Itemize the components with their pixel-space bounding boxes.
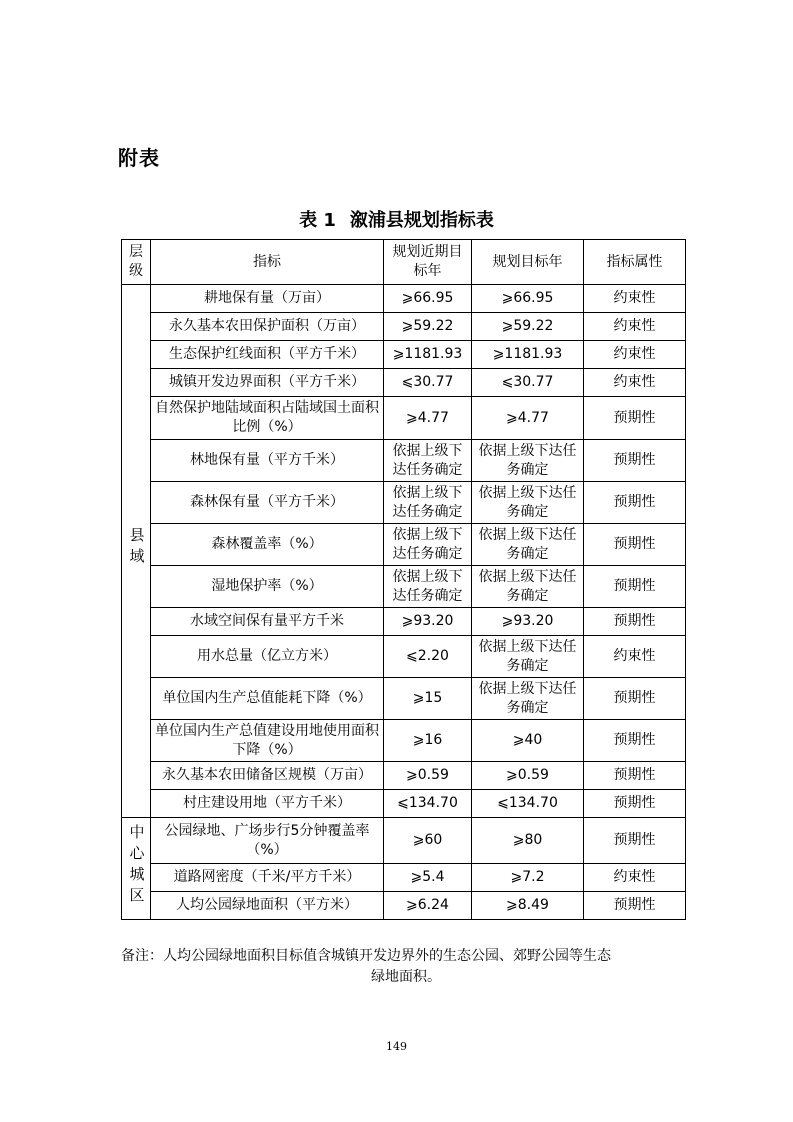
attribute-cell: 预期性 (584, 818, 686, 864)
header-attribute: 指标属性 (584, 240, 686, 285)
indicator-cell: 人均公园绿地面积（平方米） (151, 892, 384, 920)
target-year-cell: 依据上级下达任务确定 (472, 440, 584, 482)
header-level: 层级 (122, 240, 151, 285)
near-term-cell: ⩽134.70 (384, 790, 472, 818)
target-year-cell: ⩾7.2 (472, 864, 584, 892)
near-term-cell: ⩾59.22 (384, 313, 472, 341)
attribute-cell: 预期性 (584, 892, 686, 920)
attribute-cell: 约束性 (584, 864, 686, 892)
target-year-cell: ⩾59.22 (472, 313, 584, 341)
indicator-cell: 水域空间保有量平方千米 (151, 608, 384, 636)
attribute-cell: 预期性 (584, 790, 686, 818)
attribute-cell: 约束性 (584, 369, 686, 397)
near-term-cell: 依据上级下达任务确定 (384, 482, 472, 524)
attribute-cell: 约束性 (584, 636, 686, 678)
near-term-cell: ⩾4.77 (384, 397, 472, 440)
attribute-cell: 约束性 (584, 313, 686, 341)
target-year-cell: 依据上级下达任务确定 (472, 636, 584, 678)
table-header-row (122, 240, 686, 285)
indicator-cell: 生态保护红线面积（平方千米） (151, 341, 384, 369)
target-year-cell: 依据上级下达任务确定 (472, 482, 584, 524)
indicator-cell: 永久基本农田储备区规模（万亩） (151, 762, 384, 790)
near-term-cell: ⩾1181.93 (384, 341, 472, 369)
near-term-cell: 依据上级下达任务确定 (384, 566, 472, 608)
near-term-cell: 依据上级下达任务确定 (384, 440, 472, 482)
table-row (122, 524, 686, 566)
indicator-cell: 森林保有量（平方千米） (151, 482, 384, 524)
target-year-cell: ⩾93.20 (472, 608, 584, 636)
target-year-cell: ⩾80 (472, 818, 584, 864)
near-term-cell: 依据上级下达任务确定 (384, 524, 472, 566)
target-year-cell: ⩾8.49 (472, 892, 584, 920)
indicator-cell: 村庄建设用地（平方千米） (151, 790, 384, 818)
indicator-cell: 用水总量（亿立方米） (151, 636, 384, 678)
target-year-cell: ⩾0.59 (472, 762, 584, 790)
note-line-1: 备注：人均公园绿地面积目标值含城镇开发边界外的生态公园、郊野公园等生态 (121, 948, 611, 964)
target-year-cell: ⩽134.70 (472, 790, 584, 818)
table-row (122, 369, 686, 397)
table-row (122, 636, 686, 678)
table-row (122, 864, 686, 892)
indicator-cell: 单位国内生产总值能耗下降（%） (151, 678, 384, 720)
appendix-heading: 附表 (118, 146, 160, 170)
attribute-cell: 预期性 (584, 482, 686, 524)
near-term-cell: ⩾16 (384, 720, 472, 762)
table-row (122, 818, 686, 864)
table-row (122, 762, 686, 790)
table-row (122, 341, 686, 369)
table-row (122, 892, 686, 920)
near-term-cell: ⩾15 (384, 678, 472, 720)
table-row (122, 790, 686, 818)
page-number: 149 (386, 1040, 407, 1053)
table-row (122, 397, 686, 440)
table-row (122, 440, 686, 482)
table-number: 表 1 (299, 210, 336, 231)
table-row (122, 313, 686, 341)
near-term-cell: ⩾93.20 (384, 608, 472, 636)
level-cell (122, 818, 151, 920)
target-year-cell: 依据上级下达任务确定 (472, 566, 584, 608)
header-near-term: 规划近期目标年 (384, 240, 472, 285)
indicator-cell: 林地保有量（平方千米） (151, 440, 384, 482)
attribute-cell: 预期性 (584, 608, 686, 636)
target-year-cell: 依据上级下达任务确定 (472, 678, 584, 720)
target-year-cell: ⩽30.77 (472, 369, 584, 397)
table-caption (0, 206, 793, 232)
attribute-cell: 预期性 (584, 566, 686, 608)
level-cell (122, 285, 151, 818)
level-label: 中心城区 (127, 823, 146, 908)
indicator-cell: 耕地保有量（万亩） (151, 285, 384, 313)
target-year-cell: ⩾4.77 (472, 397, 584, 440)
target-year-cell: ⩾1181.93 (472, 341, 584, 369)
attribute-cell: 预期性 (584, 720, 686, 762)
indicator-cell: 城镇开发边界面积（平方千米） (151, 369, 384, 397)
near-term-cell: ⩽30.77 (384, 369, 472, 397)
header-indicator: 指标 (151, 240, 384, 285)
near-term-cell: ⩾66.95 (384, 285, 472, 313)
indicator-cell: 单位国内生产总值建设用地使用面积下降（%） (151, 720, 384, 762)
table-title: 溆浦县规划指标表 (349, 210, 494, 231)
indicator-cell: 森林覆盖率（%） (151, 524, 384, 566)
indicator-table (121, 239, 686, 920)
attribute-cell: 约束性 (584, 285, 686, 313)
table-note (121, 946, 691, 988)
near-term-cell: ⩾5.4 (384, 864, 472, 892)
table-row (122, 678, 686, 720)
table-row (122, 720, 686, 762)
attribute-cell: 约束性 (584, 341, 686, 369)
table-row (122, 566, 686, 608)
target-year-cell: ⩾66.95 (472, 285, 584, 313)
table-row (122, 482, 686, 524)
indicator-cell: 道路网密度（千米/平方千米） (151, 864, 384, 892)
note-line-2: 绿地面积。 (371, 969, 441, 985)
near-term-cell: ⩾6.24 (384, 892, 472, 920)
attribute-cell: 预期性 (584, 524, 686, 566)
table-row (122, 608, 686, 636)
level-label: 县域 (127, 527, 146, 569)
header-target-year: 规划目标年 (472, 240, 584, 285)
indicator-cell: 公园绿地、广场步行5分钟覆盖率（%） (151, 818, 384, 864)
indicator-cell: 湿地保护率（%） (151, 566, 384, 608)
target-year-cell: 依据上级下达任务确定 (472, 524, 584, 566)
near-term-cell: ⩾0.59 (384, 762, 472, 790)
attribute-cell: 预期性 (584, 678, 686, 720)
indicator-cell: 永久基本农田保护面积（万亩） (151, 313, 384, 341)
near-term-cell: ⩽2.20 (384, 636, 472, 678)
indicator-cell: 自然保护地陆域面积占陆域国土面积比例（%） (151, 397, 384, 440)
table-row (122, 285, 686, 313)
target-year-cell: ⩾40 (472, 720, 584, 762)
attribute-cell: 预期性 (584, 440, 686, 482)
attribute-cell: 预期性 (584, 762, 686, 790)
attribute-cell: 预期性 (584, 397, 686, 440)
near-term-cell: ⩾60 (384, 818, 472, 864)
